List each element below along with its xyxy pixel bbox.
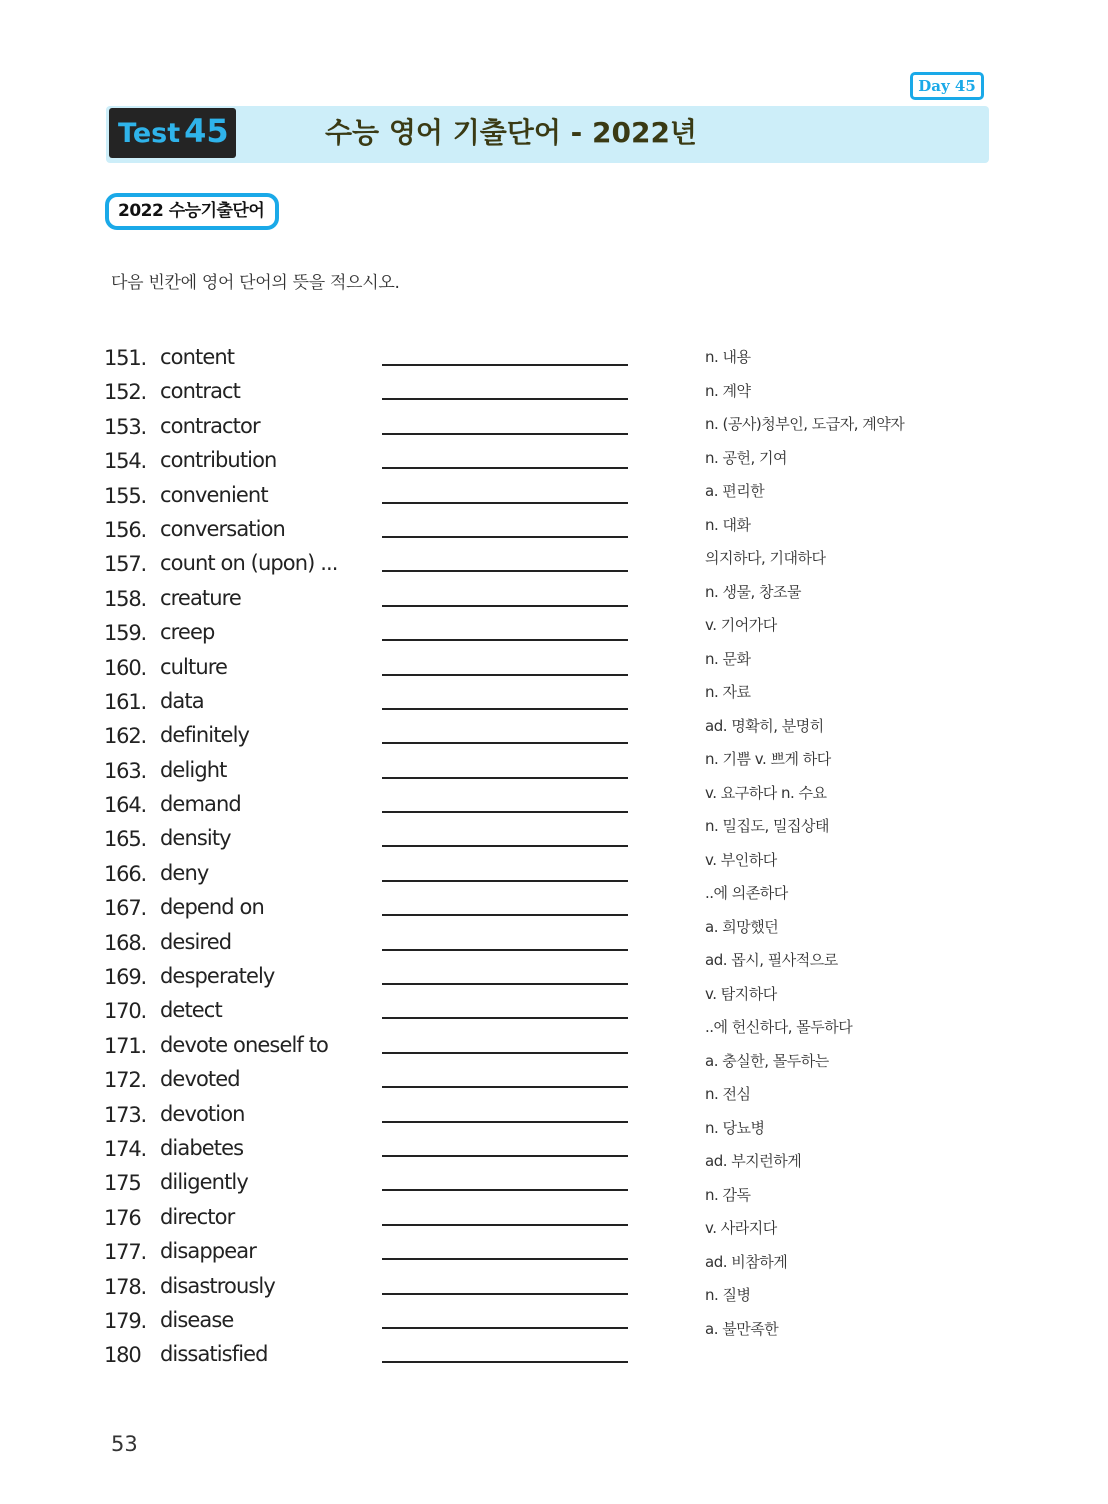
section-tag: 2022 수능기출단어	[105, 193, 279, 230]
korean-meaning: n. 자료	[705, 683, 751, 701]
word-number: 156.	[104, 517, 146, 542]
english-word: disappear	[160, 1239, 256, 1264]
english-word: delight	[160, 757, 227, 782]
korean-meaning: a. 충실한, 몰두하는	[705, 1051, 829, 1070]
word-number: 168.	[104, 930, 146, 955]
korean-meaning: n. 밀집도, 밀집상태	[705, 817, 830, 835]
word-number: 165.	[104, 827, 146, 852]
english-word: dissatisfied	[160, 1342, 268, 1367]
word-number: 155.	[104, 483, 146, 508]
answer-blank-line[interactable]	[382, 1189, 628, 1191]
english-word: director	[160, 1204, 235, 1229]
answer-blank-line[interactable]	[382, 1258, 628, 1260]
answer-blank-line[interactable]	[382, 364, 628, 366]
word-number: 173.	[104, 1102, 146, 1127]
page-number: 53	[111, 1432, 138, 1456]
answer-blank-line[interactable]	[382, 536, 628, 538]
english-word: creep	[160, 620, 215, 645]
english-word: detect	[160, 998, 222, 1023]
korean-meaning: a. 불만족한	[705, 1319, 779, 1338]
korean-meaning: n. 문화	[705, 649, 751, 668]
day-badge: Day 45	[910, 72, 984, 100]
answer-blank-line[interactable]	[382, 949, 628, 951]
english-word: contribution	[160, 448, 277, 473]
answer-blank-line[interactable]	[382, 811, 628, 813]
korean-meaning: v. 기어가다	[705, 616, 777, 634]
english-word: density	[160, 826, 231, 851]
answer-blank-line[interactable]	[382, 1017, 628, 1019]
korean-meaning: ..에 의존하다	[705, 884, 788, 902]
word-number: 174.	[104, 1136, 146, 1161]
korean-meaning: ..에 헌신하다, 몰두하다	[705, 1018, 853, 1036]
english-word: disastrously	[160, 1273, 275, 1298]
english-word: content	[160, 345, 235, 369]
test-label: Test	[118, 118, 181, 149]
word-number: 176	[104, 1205, 141, 1230]
english-word: devoted	[160, 1067, 240, 1092]
korean-meaning: n. 당뇨병	[705, 1118, 765, 1137]
answer-blank-line[interactable]	[382, 742, 628, 744]
word-number: 175	[104, 1171, 141, 1196]
korean-meaning: n. 기쁨 v. 쁘게 하다	[705, 750, 831, 768]
answer-blank-line[interactable]	[382, 1086, 628, 1088]
meaning-list	[705, 346, 1085, 1351]
word-number: 153.	[104, 414, 146, 439]
answer-blank-line[interactable]	[382, 398, 628, 400]
korean-meaning: n. 전심	[705, 1085, 751, 1103]
korean-meaning: n. 계약	[705, 381, 751, 400]
english-word: devote oneself to	[160, 1032, 328, 1057]
english-word: diabetes	[160, 1135, 244, 1160]
korean-meaning: n. 대화	[705, 515, 751, 534]
english-word: depend on	[160, 895, 264, 920]
instruction-text: 다음 빈칸에 영어 단어의 뜻을 적으시오.	[111, 273, 400, 293]
english-word: desperately	[160, 964, 275, 989]
answer-blank-line[interactable]	[382, 570, 628, 572]
answer-blank-line[interactable]	[382, 983, 628, 985]
test-number: 45	[184, 112, 229, 150]
word-number: 162.	[104, 724, 146, 749]
korean-meaning: ad. 명확히, 분명히	[705, 716, 824, 735]
word-number: 170.	[104, 999, 146, 1024]
korean-meaning: ad. 부지런하게	[705, 1152, 802, 1170]
word-number: 154.	[104, 449, 146, 474]
korean-meaning: n. 공헌, 기여	[705, 448, 788, 467]
answer-blank-line[interactable]	[382, 1361, 628, 1363]
english-word: culture	[160, 654, 228, 679]
english-word: desired	[160, 929, 232, 954]
korean-meaning: n. 생물, 창조물	[705, 582, 802, 601]
english-word: convenient	[160, 482, 268, 507]
word-number: 167.	[104, 896, 146, 921]
answer-blank-line[interactable]	[382, 674, 628, 676]
word-number: 171.	[104, 1033, 146, 1058]
english-word: definitely	[160, 723, 250, 748]
korean-meaning: a. 희망했던	[705, 917, 779, 936]
korean-meaning: n. 내용	[705, 348, 751, 366]
answer-blank-line[interactable]	[382, 1293, 628, 1295]
word-number: 160.	[104, 655, 146, 680]
word-number: 169.	[104, 965, 146, 990]
word-number: 158.	[104, 586, 146, 611]
korean-meaning: ad. 몹시, 필사적으로	[705, 951, 838, 969]
answer-blank-line[interactable]	[382, 1224, 628, 1226]
english-word: creature	[160, 585, 241, 610]
answer-blank-line[interactable]	[382, 467, 628, 469]
korean-meaning: n. 감독	[705, 1185, 751, 1204]
word-number: 180	[104, 1343, 141, 1368]
word-number: 179.	[104, 1308, 146, 1333]
answer-blank-line[interactable]	[382, 1052, 628, 1054]
word-number: 151.	[104, 346, 146, 370]
english-word: count on (upon) ...	[160, 551, 338, 576]
page-title: 수능 영어 기출단어 - 2022년	[325, 116, 697, 149]
answer-blank-line[interactable]	[382, 1121, 628, 1123]
word-number: 152.	[104, 380, 146, 405]
english-word: deny	[160, 860, 209, 885]
korean-meaning: a. 편리한	[705, 482, 765, 500]
english-word: conversation	[160, 516, 285, 541]
korean-meaning: 의지하다, 기대하다	[705, 549, 826, 567]
english-word: diligently	[160, 1170, 248, 1195]
english-word: contractor	[160, 413, 260, 438]
english-word: demand	[160, 792, 241, 817]
answer-blank-line[interactable]	[382, 880, 628, 882]
word-number: 163.	[104, 758, 146, 783]
korean-meaning: v. 부인하다	[705, 850, 777, 869]
answer-blank-line[interactable]	[382, 914, 628, 916]
answer-blank-line[interactable]	[382, 639, 628, 641]
word-number: 177.	[104, 1240, 146, 1265]
word-number: 166.	[104, 861, 146, 886]
korean-meaning: v. 요구하다 n. 수요	[705, 783, 827, 802]
word-number: 164.	[104, 793, 146, 818]
word-number: 161.	[104, 689, 146, 714]
korean-meaning: v. 사라지다	[705, 1219, 777, 1237]
word-number: 172.	[104, 1068, 146, 1093]
english-word: data	[160, 688, 204, 713]
korean-meaning: n. (공사)청부인, 도급자, 계약자	[705, 415, 905, 433]
test-label-box	[109, 108, 236, 158]
korean-meaning: v. 탐지하다	[705, 984, 777, 1003]
answer-blank-line[interactable]	[382, 1327, 628, 1329]
answer-blank-line[interactable]	[382, 845, 628, 847]
english-word: devotion	[160, 1101, 245, 1126]
korean-meaning: n. 질병	[705, 1286, 751, 1304]
english-word: disease	[160, 1307, 234, 1332]
answer-blank-line[interactable]	[382, 777, 628, 779]
answer-blank-line[interactable]	[382, 1155, 628, 1157]
answer-blank-line[interactable]	[382, 605, 628, 607]
answer-blank-line[interactable]	[382, 433, 628, 435]
english-word: contract	[160, 379, 241, 404]
answer-blank-line[interactable]	[382, 502, 628, 504]
korean-meaning: ad. 비참하게	[705, 1252, 788, 1271]
word-number: 157.	[104, 552, 146, 577]
answer-blank-line[interactable]	[382, 708, 628, 710]
word-number: 159.	[104, 621, 146, 646]
word-number: 178.	[104, 1274, 146, 1299]
